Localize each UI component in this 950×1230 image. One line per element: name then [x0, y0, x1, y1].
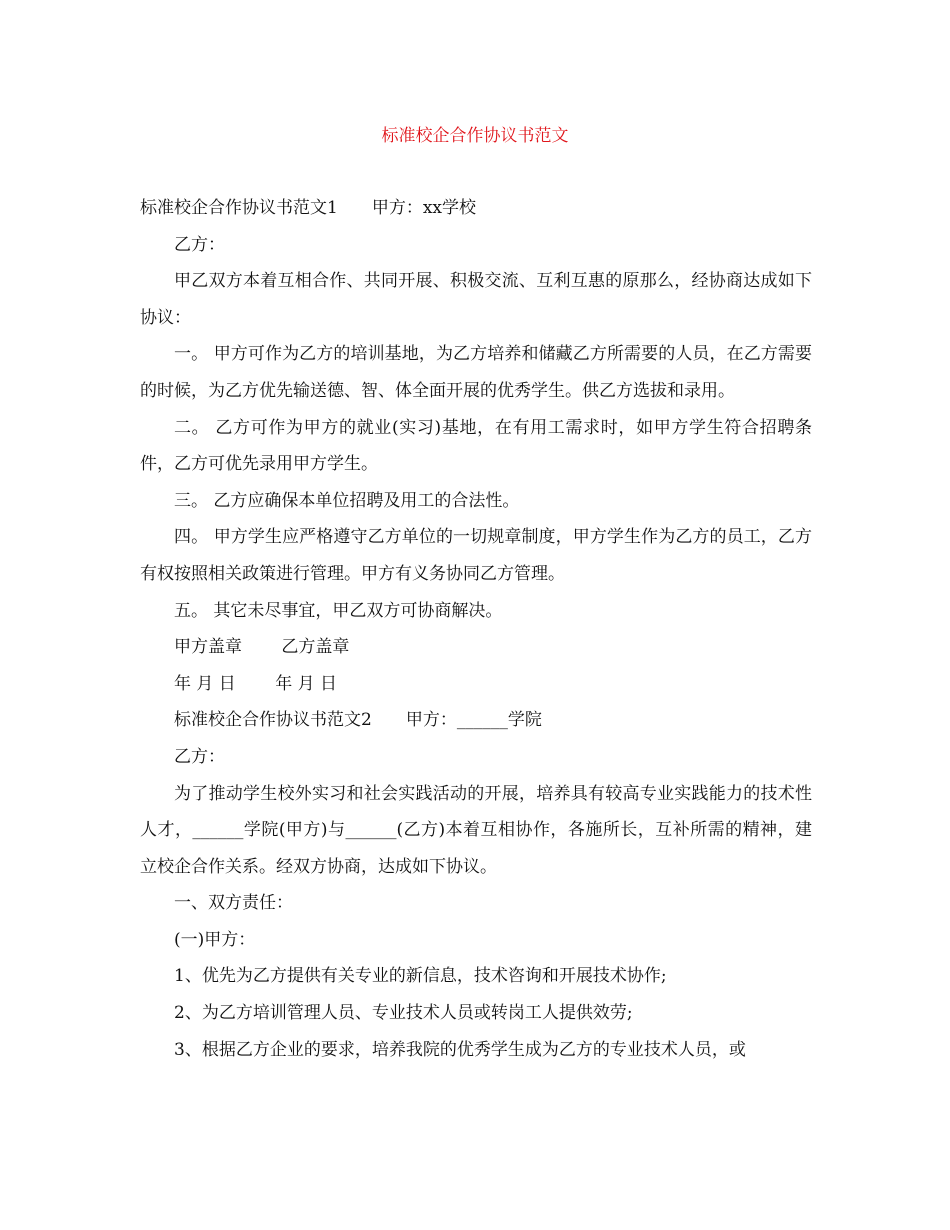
- paragraph-item-3: 3、根据乙方企业的要求，培养我院的优秀学生成为乙方的专业技术人员，或: [174, 1039, 746, 1060]
- paragraph-dates: 年 月 日 年 月 日: [174, 673, 338, 694]
- paragraph-party-b-1: 乙方：: [174, 234, 225, 255]
- paragraph-preamble-2: 为了推动学生校外实习和社会实践活动的开展，培养具有较高专业实践能力的技术性人才，______学院(甲方)与______(乙方)本着互相协作，各施所长，互补所需的精神，建立校企合作关系。经双方协商，达成如下协议。: [140, 783, 812, 877]
- paragraph-party-b-2: 乙方：: [174, 746, 225, 767]
- paragraph-clause-1: 一。 甲方可作为乙方的培训基地，为乙方培养和储藏乙方所需要的人员，在乙方需要的时候，为乙方优先输送德、智、体全面开展的优秀学生。供乙方选拔和录用。: [140, 344, 812, 401]
- paragraph-seals: 甲方盖章 乙方盖章: [174, 637, 350, 658]
- paragraph-item-2: 2、为乙方培训管理人员、专业技术人员或转岗工人提供效劳;: [174, 1003, 633, 1024]
- paragraph-heading-1: 标准校企合作协议书范文1 甲方：xx学校: [140, 198, 476, 218]
- paragraph-heading-2: 标准校企合作协议书范文2 甲方：______学院: [174, 710, 542, 731]
- document-body: [140, 190, 812, 1068]
- paragraph-clause-3: 三。 乙方应确保本单位招聘及用工的合法性。: [174, 490, 520, 511]
- paragraph-clause-5: 五。 其它未尽事宜，甲乙双方可协商解决。: [174, 600, 503, 621]
- paragraph-subsection-party-a: (一)甲方：: [174, 929, 256, 950]
- paragraph-clause-4: 四。 甲方学生应严格遵守乙方单位的一切规章制度，甲方学生作为乙方的员工，乙方有权按照相关政策进行管理。甲方有义务协同乙方管理。: [140, 527, 812, 584]
- paragraph-preamble-1: 甲乙双方本着互相合作、共同开展、积极交流、互利互惠的原那么，经协商达成如下协议：: [140, 271, 812, 328]
- paragraph-clause-2: 二。 乙方可作为甲方的就业(实习)基地，在有用工需求时，如甲方学生符合招聘条件，乙方可优先录用甲方学生。: [140, 417, 812, 475]
- paragraph-section-responsibilities: 一、双方责任：: [174, 893, 293, 914]
- document-title: 标准校企合作协议书范文: [381, 126, 569, 146]
- paragraph-item-1: 1、优先为乙方提供有关专业的新信息，技术咨询和开展技术协作;: [174, 966, 667, 987]
